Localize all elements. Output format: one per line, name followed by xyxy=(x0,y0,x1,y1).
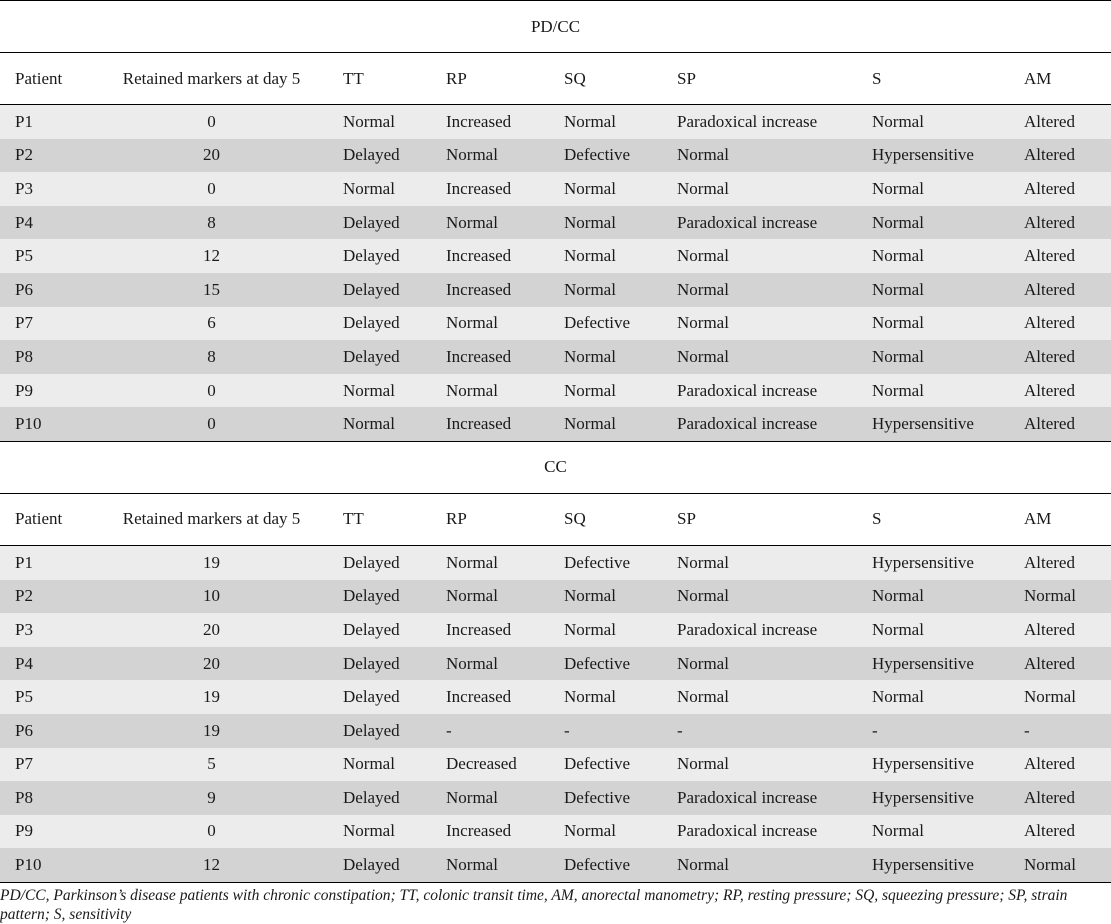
cell-am: Altered xyxy=(1024,374,1111,408)
cell-patient: P1 xyxy=(0,545,80,579)
cell-sq: Defective xyxy=(564,647,677,681)
cell-s: Normal xyxy=(872,680,1024,714)
cell-s: - xyxy=(872,714,1024,748)
cell-sq: - xyxy=(564,714,677,748)
cell-am: Normal xyxy=(1024,848,1111,882)
cell-patient: P2 xyxy=(0,580,80,614)
cell-sp: Paradoxical increase xyxy=(677,105,872,139)
cell-s: Hypersensitive xyxy=(872,139,1024,173)
cell-rp: Normal xyxy=(446,307,564,341)
table-row xyxy=(0,239,1111,273)
cell-sq: Normal xyxy=(564,407,677,441)
table-row xyxy=(0,374,1111,408)
cell-rp: Increased xyxy=(446,239,564,273)
table-row xyxy=(0,714,1111,748)
cell-rp: Increased xyxy=(446,815,564,849)
table-row xyxy=(0,848,1111,882)
cell-rp: Normal xyxy=(446,139,564,173)
table-row xyxy=(0,680,1111,714)
cell-tt: Delayed xyxy=(343,647,446,681)
cell-sq: Normal xyxy=(564,105,677,139)
cell-rp: Normal xyxy=(446,206,564,240)
column-header-rp: RP xyxy=(446,53,564,105)
cell-sq: Defective xyxy=(564,781,677,815)
column-header-patient: Patient xyxy=(0,493,80,545)
cell-retained-markers: 8 xyxy=(80,340,343,374)
table-row xyxy=(0,105,1111,139)
cell-patient: P5 xyxy=(0,239,80,273)
cell-retained-markers: 19 xyxy=(80,680,343,714)
cell-rp: Increased xyxy=(446,273,564,307)
cell-sp: Normal xyxy=(677,748,872,782)
cell-retained-markers: 12 xyxy=(80,848,343,882)
cell-sp: Normal xyxy=(677,848,872,882)
cell-tt: Delayed xyxy=(343,340,446,374)
cell-retained-markers: 10 xyxy=(80,580,343,614)
cell-sq: Normal xyxy=(564,580,677,614)
cell-sq: Normal xyxy=(564,815,677,849)
table-row xyxy=(0,340,1111,374)
cell-retained-markers: 9 xyxy=(80,781,343,815)
table-row xyxy=(0,613,1111,647)
cell-retained-markers: 20 xyxy=(80,139,343,173)
cell-retained-markers: 20 xyxy=(80,613,343,647)
cell-am: Altered xyxy=(1024,815,1111,849)
cell-tt: Normal xyxy=(343,815,446,849)
cell-sp: Paradoxical increase xyxy=(677,613,872,647)
cell-sp: - xyxy=(677,714,872,748)
cell-s: Normal xyxy=(872,239,1024,273)
cell-s: Normal xyxy=(872,273,1024,307)
cell-s: Hypersensitive xyxy=(872,545,1024,579)
cell-retained-markers: 0 xyxy=(80,105,343,139)
cell-am: Altered xyxy=(1024,781,1111,815)
cell-tt: Delayed xyxy=(343,613,446,647)
cell-patient: P5 xyxy=(0,680,80,714)
cell-retained-markers: 0 xyxy=(80,407,343,441)
table-row xyxy=(0,647,1111,681)
cell-sq: Normal xyxy=(564,206,677,240)
cell-patient: P4 xyxy=(0,647,80,681)
cell-tt: Delayed xyxy=(343,545,446,579)
cell-s: Normal xyxy=(872,307,1024,341)
cell-rp: Increased xyxy=(446,172,564,206)
cell-am: Altered xyxy=(1024,172,1111,206)
cell-s: Hypersensitive xyxy=(872,748,1024,782)
cell-s: Normal xyxy=(872,105,1024,139)
cell-patient: P6 xyxy=(0,714,80,748)
cell-rp: - xyxy=(446,714,564,748)
cell-s: Normal xyxy=(872,374,1024,408)
cell-patient: P8 xyxy=(0,340,80,374)
cell-am: Altered xyxy=(1024,105,1111,139)
cell-am: Altered xyxy=(1024,545,1111,579)
table-row xyxy=(0,172,1111,206)
cell-rp: Decreased xyxy=(446,748,564,782)
cell-patient: P2 xyxy=(0,139,80,173)
column-header-s: S xyxy=(872,493,1024,545)
table-body xyxy=(0,1,1111,883)
cell-am: Altered xyxy=(1024,613,1111,647)
cell-retained-markers: 20 xyxy=(80,647,343,681)
table-row xyxy=(0,815,1111,849)
table-row xyxy=(0,407,1111,441)
column-header-patient: Patient xyxy=(0,53,80,105)
cell-rp: Normal xyxy=(446,580,564,614)
cell-sp: Normal xyxy=(677,239,872,273)
cell-patient: P9 xyxy=(0,374,80,408)
cell-am: Altered xyxy=(1024,239,1111,273)
cell-sp: Paradoxical increase xyxy=(677,815,872,849)
section-title: CC xyxy=(0,441,1111,493)
cell-tt: Delayed xyxy=(343,239,446,273)
cell-tt: Delayed xyxy=(343,206,446,240)
cell-s: Hypersensitive xyxy=(872,781,1024,815)
cell-sp: Normal xyxy=(677,580,872,614)
cell-patient: P10 xyxy=(0,407,80,441)
column-header-am: AM xyxy=(1024,53,1111,105)
cell-sp: Paradoxical increase xyxy=(677,781,872,815)
cell-s: Normal xyxy=(872,580,1024,614)
cell-sq: Defective xyxy=(564,748,677,782)
cell-retained-markers: 19 xyxy=(80,545,343,579)
cell-am: Normal xyxy=(1024,680,1111,714)
cell-tt: Delayed xyxy=(343,714,446,748)
cell-sq: Normal xyxy=(564,340,677,374)
cell-retained-markers: 8 xyxy=(80,206,343,240)
cell-tt: Normal xyxy=(343,748,446,782)
cell-sq: Defective xyxy=(564,307,677,341)
table-row xyxy=(0,307,1111,341)
cell-retained-markers: 5 xyxy=(80,748,343,782)
table-footnote: PD/CC, Parkinson’s disease patients with chronic constipation; TT, colonic transit time, AM, anorectal manometry; RP, resting pressure; SQ, squeezing pressure; SP, strain pattern; S, sensitivity xyxy=(0,886,1068,923)
column-header-row xyxy=(0,493,1111,545)
cell-am: Altered xyxy=(1024,748,1111,782)
column-header-s: S xyxy=(872,53,1024,105)
column-header-sq: SQ xyxy=(564,493,677,545)
cell-sp: Normal xyxy=(677,340,872,374)
cell-sp: Normal xyxy=(677,647,872,681)
cell-tt: Normal xyxy=(343,374,446,408)
cell-tt: Normal xyxy=(343,105,446,139)
cell-sq: Defective xyxy=(564,848,677,882)
cell-am: Altered xyxy=(1024,206,1111,240)
cell-sp: Normal xyxy=(677,172,872,206)
cell-retained-markers: 0 xyxy=(80,172,343,206)
cell-tt: Normal xyxy=(343,407,446,441)
cell-am: Altered xyxy=(1024,340,1111,374)
cell-patient: P3 xyxy=(0,172,80,206)
cell-retained-markers: 0 xyxy=(80,374,343,408)
cell-am: Altered xyxy=(1024,407,1111,441)
table-row xyxy=(0,206,1111,240)
cell-tt: Delayed xyxy=(343,680,446,714)
cell-patient: P10 xyxy=(0,848,80,882)
column-header-sp: SP xyxy=(677,53,872,105)
section-title: PD/CC xyxy=(0,1,1111,53)
cell-patient: P4 xyxy=(0,206,80,240)
cell-s: Hypersensitive xyxy=(872,848,1024,882)
cell-s: Normal xyxy=(872,340,1024,374)
cell-rp: Increased xyxy=(446,407,564,441)
section-title-row xyxy=(0,1,1111,53)
cell-sq: Normal xyxy=(564,172,677,206)
cell-sp: Normal xyxy=(677,139,872,173)
cell-retained-markers: 19 xyxy=(80,714,343,748)
column-header-tt: TT xyxy=(343,493,446,545)
cell-sp: Paradoxical increase xyxy=(677,374,872,408)
table-row xyxy=(0,781,1111,815)
cell-rp: Normal xyxy=(446,848,564,882)
cell-patient: P9 xyxy=(0,815,80,849)
cell-patient: P1 xyxy=(0,105,80,139)
table-row xyxy=(0,273,1111,307)
column-header-am: AM xyxy=(1024,493,1111,545)
cell-tt: Delayed xyxy=(343,139,446,173)
cell-patient: P8 xyxy=(0,781,80,815)
section-title-row xyxy=(0,441,1111,493)
cell-sq: Defective xyxy=(564,545,677,579)
cell-patient: P3 xyxy=(0,613,80,647)
cell-sp: Normal xyxy=(677,545,872,579)
cell-s: Normal xyxy=(872,206,1024,240)
cell-am: Altered xyxy=(1024,307,1111,341)
cell-sp: Paradoxical increase xyxy=(677,407,872,441)
cell-rp: Normal xyxy=(446,545,564,579)
cell-retained-markers: 6 xyxy=(80,307,343,341)
cell-am: Altered xyxy=(1024,647,1111,681)
cell-s: Hypersensitive xyxy=(872,647,1024,681)
cell-sq: Normal xyxy=(564,680,677,714)
cell-sq: Defective xyxy=(564,139,677,173)
cell-retained-markers: 0 xyxy=(80,815,343,849)
cell-sp: Normal xyxy=(677,273,872,307)
cell-patient: P7 xyxy=(0,748,80,782)
cell-sq: Normal xyxy=(564,613,677,647)
cell-s: Normal xyxy=(872,815,1024,849)
cell-s: Normal xyxy=(872,613,1024,647)
cell-tt: Delayed xyxy=(343,273,446,307)
cell-sq: Normal xyxy=(564,374,677,408)
cell-sq: Normal xyxy=(564,273,677,307)
cell-sq: Normal xyxy=(564,239,677,273)
column-header-rp: RP xyxy=(446,493,564,545)
cell-am: Altered xyxy=(1024,139,1111,173)
cell-tt: Normal xyxy=(343,172,446,206)
cell-sp: Normal xyxy=(677,307,872,341)
cell-rp: Increased xyxy=(446,613,564,647)
cell-tt: Delayed xyxy=(343,307,446,341)
cell-s: Normal xyxy=(872,172,1024,206)
cell-rp: Increased xyxy=(446,340,564,374)
cell-tt: Delayed xyxy=(343,781,446,815)
column-header-tt: TT xyxy=(343,53,446,105)
cell-tt: Delayed xyxy=(343,848,446,882)
cell-am: Altered xyxy=(1024,273,1111,307)
column-header-retained-markers: Retained markers at day 5 xyxy=(80,53,343,105)
cell-rp: Normal xyxy=(446,374,564,408)
column-header-retained-markers: Retained markers at day 5 xyxy=(80,493,343,545)
table-row xyxy=(0,545,1111,579)
table-row xyxy=(0,580,1111,614)
cell-patient: P7 xyxy=(0,307,80,341)
cell-patient: P6 xyxy=(0,273,80,307)
cell-tt: Delayed xyxy=(343,580,446,614)
column-header-sq: SQ xyxy=(564,53,677,105)
cell-rp: Normal xyxy=(446,781,564,815)
cell-sp: Paradoxical increase xyxy=(677,206,872,240)
cell-rp: Increased xyxy=(446,105,564,139)
column-header-sp: SP xyxy=(677,493,872,545)
table-row xyxy=(0,748,1111,782)
cell-am: - xyxy=(1024,714,1111,748)
cell-s: Hypersensitive xyxy=(872,407,1024,441)
table-row xyxy=(0,139,1111,173)
cell-retained-markers: 12 xyxy=(80,239,343,273)
cell-rp: Normal xyxy=(446,647,564,681)
cell-am: Normal xyxy=(1024,580,1111,614)
column-header-row xyxy=(0,53,1111,105)
cell-retained-markers: 15 xyxy=(80,273,343,307)
cell-sp: Normal xyxy=(677,680,872,714)
cell-rp: Increased xyxy=(446,680,564,714)
